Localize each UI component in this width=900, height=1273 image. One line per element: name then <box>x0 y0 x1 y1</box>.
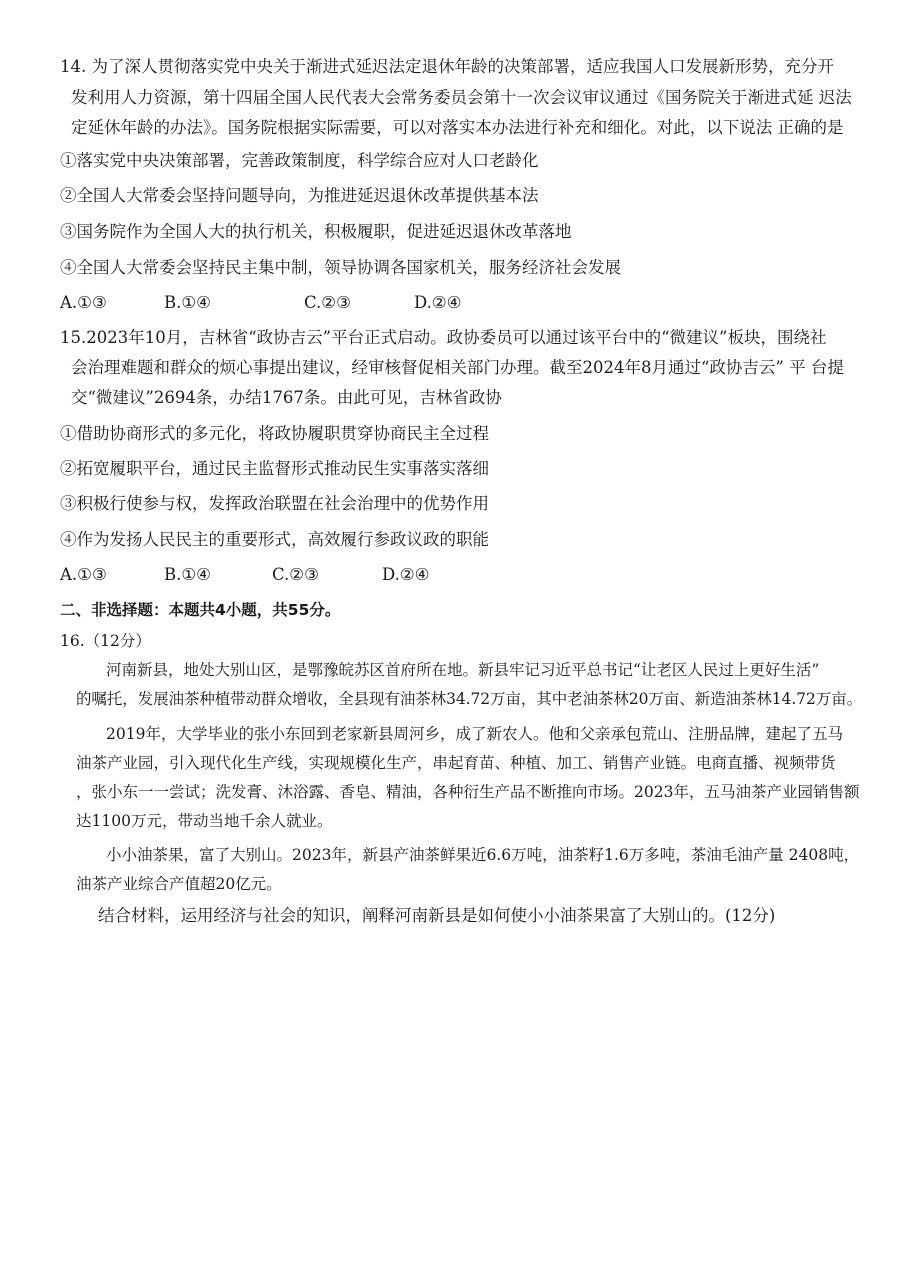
q14-statement-2: ②全国人大常委会坚持问题导向，为推进延迟退休改革提供基本法 <box>60 186 539 205</box>
q14-stem-line-2: 发利用人力资源，第十四届全国人民代表大会常务委员会第十一次会议审议通过《国务院关于渐进式延 迟法 <box>71 88 852 107</box>
q14-option-c: C.②③ <box>304 293 351 312</box>
q14-stem-line-3: 定延休年龄的办法》。国务院根据实际需要，可以对落实本办法进行补充和细化。对此，以下说法 正确的是 <box>71 118 844 137</box>
q15-statement-2: ②拓宽履职平台，通过民主监督形式推动民生实事落实落细 <box>60 459 489 478</box>
q15-statement-4: ④作为发扬人民民主的重要形式，高效履行参政议政的职能 <box>60 530 489 549</box>
q14-statement-4: ④全国人大常委会坚持民主集中制，领导协调各国家机关，服务经济社会发展 <box>60 258 621 277</box>
q15-stem-line-2: 会治理难题和群众的烦心事提出建议，经审核督促相关部门办理。截至2024年8月通过“政协吉云” 平 台提 <box>71 358 844 377</box>
q16-material-line: ，张小东一一尝试；洗发膏、沐浴露、香皂、精油，各种衍生产品不断推向市场。2023年，五马油茶产业园销售额 <box>76 783 860 801</box>
q16-material-line: 油茶产业园，引入现代化生产线，实现规模化生产，串起育苗、种植、加工、销售产业链。电商直播、视频带货 <box>76 754 836 772</box>
q16-material-line: 油茶产业综合产值超20亿元。 <box>76 875 282 893</box>
q14-option-a: A.①③ <box>60 293 107 312</box>
q16-question: 结合材料，运用经济与社会的知识，阐释河南新县是如何使小小油茶果富了大别山的。(12分) <box>98 906 776 925</box>
q15-option-b: B.①④ <box>164 565 211 584</box>
q16-material-line: 2019年，大学毕业的张小东回到老家新县周河乡，成了新农人。他和父亲承包荒山、注册品牌，建起了五马 <box>106 725 843 743</box>
q15-option-d: D.②④ <box>382 565 430 584</box>
q15-stem-line-1: 15.2023年10月，吉林省“政协吉云”平台正式启动。政协委员可以通过该平台中的“微建议”板块，围绕社 <box>60 328 827 347</box>
q16-material-line: 小小油茶果，富了大别山。2023年，新县产油茶鲜果近6.6万吨，油茶籽1.6万多吨，茶油毛油产量 2408吨， <box>106 846 860 864</box>
q15-stem-line-3: 交“微建议”2694条，办结1767条。由此可见，吉林省政协 <box>71 388 502 407</box>
q14-statement-1: ①落实党中央决策部署，完善政策制度，科学综合应对人口老龄化 <box>60 151 539 170</box>
q15-option-a: A.①③ <box>60 565 107 584</box>
q14-statement-3: ③国务院作为全国人大的执行机关，积极履职，促进延迟退休改革落地 <box>60 222 572 241</box>
q16-material-line: 河南新县，地处大别山区，是鄂豫皖苏区首府所在地。新县牢记习近平总书记“让老区人民过上更好生活” <box>106 661 820 679</box>
q16-material-line: 达1100万元，带动当地千余人就业。 <box>76 812 333 830</box>
q15-statement-3: ③积极行使参与权，发挥政治联盟在社会治理中的优势作用 <box>60 494 489 513</box>
q16-material-line: 的嘱托，发展油茶种植带动群众增收，全县现有油茶林34.72万亩，其中老油茶林20万亩、新造油茶林14.72万亩。 <box>76 690 862 708</box>
q15-option-c: C.②③ <box>272 565 319 584</box>
q14-option-b: B.①④ <box>164 293 211 312</box>
q15-statement-1: ①借助协商形式的多元化，将政协履职贯穿协商民主全过程 <box>60 424 489 443</box>
q16-number: 16.（12分） <box>60 632 151 650</box>
section-heading: 二、非选择题：本题共4小题，共55分。 <box>60 601 341 619</box>
q14-option-d: D.②④ <box>414 293 462 312</box>
q14-stem-line-1: 14. 为了深人贯彻落实党中央关于渐进式延迟法定退休年龄的决策部署，适应我国人口发展新形势，充分开 <box>60 57 834 76</box>
